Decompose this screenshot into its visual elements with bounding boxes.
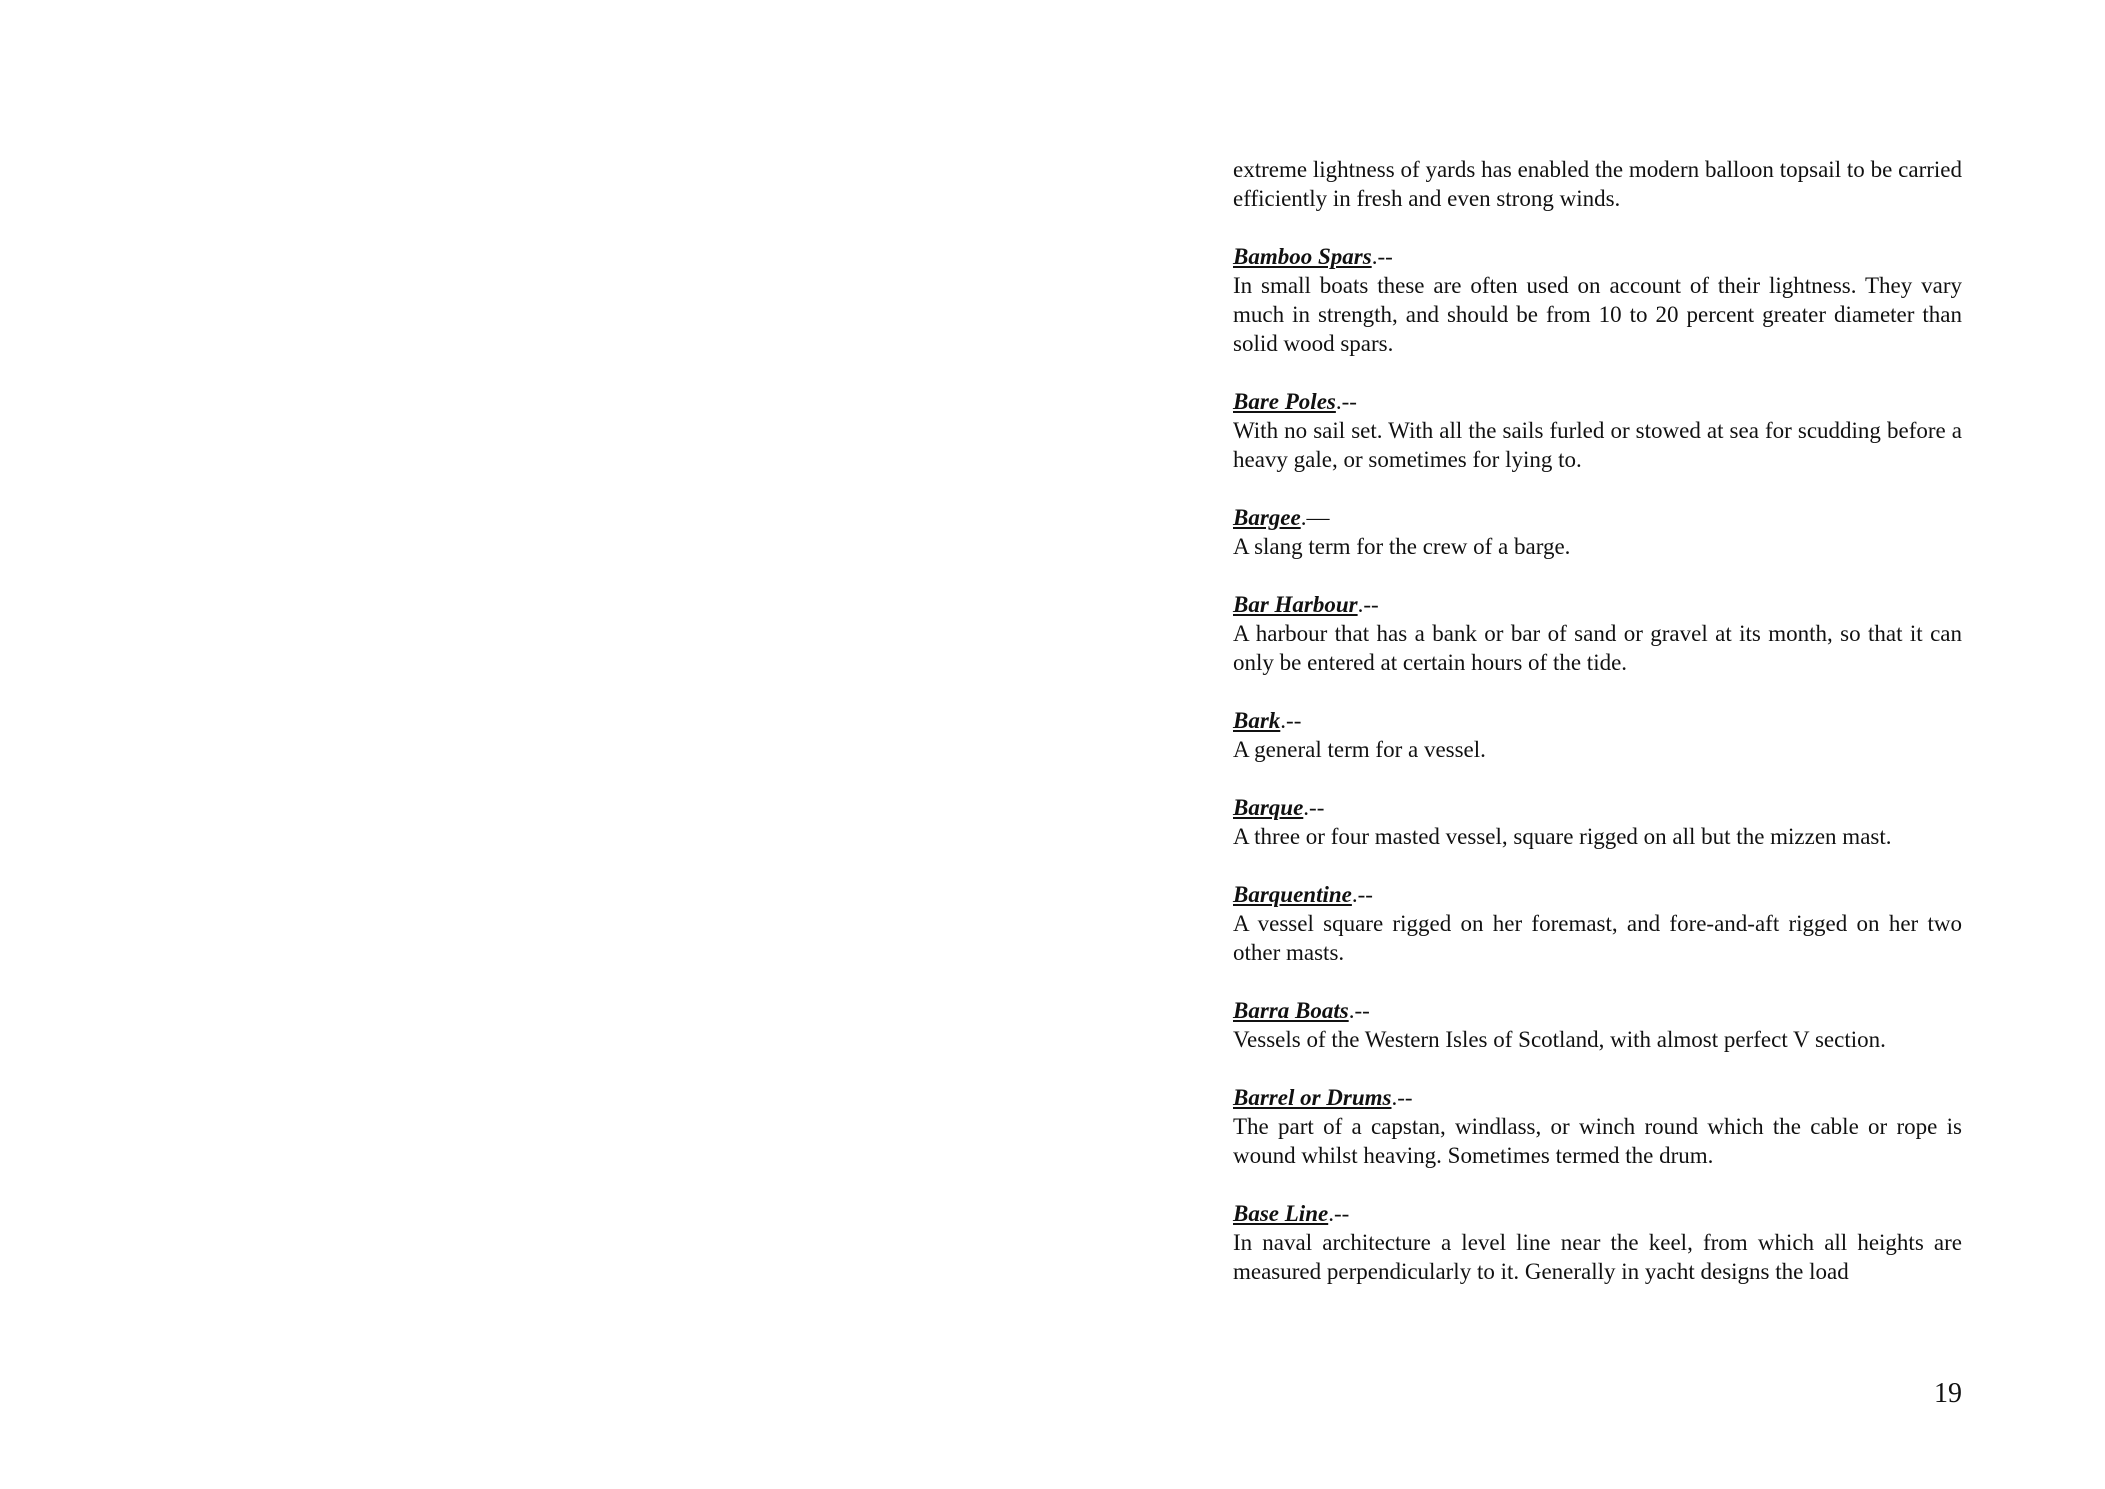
entry-term-suffix: .-- — [1391, 1085, 1413, 1110]
entry-definition: A vessel square rigged on her foremast, and fore-and-aft rigged on her two other masts. — [1233, 911, 1962, 965]
entry-term: Barrel or Drums — [1233, 1085, 1392, 1110]
entry-term: Bare Poles — [1233, 389, 1336, 414]
glossary-entry-bamboo-spars — [1233, 242, 1962, 358]
entry-term: Barque — [1233, 795, 1304, 820]
glossary-entry-bare-poles — [1233, 387, 1962, 474]
entry-term-suffix: .-- — [1303, 795, 1325, 820]
entry-definition: The part of a capstan, windlass, or winch round which the cable or rope is wound whilst heaving. Sometimes termed the drum. — [1233, 1114, 1962, 1168]
entry-definition: Vessels of the Western Isles of Scotland, with almost perfect V section. — [1233, 1027, 1886, 1052]
entry-term-suffix: .-- — [1280, 708, 1302, 733]
entry-term-suffix: .-- — [1371, 244, 1393, 269]
entry-term-suffix: .-- — [1348, 998, 1370, 1023]
entry-term: Bark — [1233, 708, 1281, 733]
entry-definition: In small boats these are often used on account of their lightness. They vary much in strength, and should be from 10 to 20 percent greater diameter than solid wood spars. — [1233, 273, 1962, 356]
glossary-entry-bark — [1233, 706, 1962, 764]
glossary-entry-bar-harbour — [1233, 590, 1962, 677]
entry-term: Bargee — [1233, 505, 1301, 530]
glossary-entry-barra-boats — [1233, 996, 1962, 1054]
glossary-column — [1233, 155, 1962, 1286]
page-number: 19 — [1934, 1378, 1962, 1409]
glossary-entry-bargee — [1233, 503, 1962, 561]
entry-term: Base Line — [1233, 1201, 1329, 1226]
entry-term: Bar Harbour — [1233, 592, 1358, 617]
entry-term: Bamboo Spars — [1233, 244, 1372, 269]
entry-definition: A general term for a vessel. — [1233, 737, 1486, 762]
glossary-entry-barquentine — [1233, 880, 1962, 967]
entry-definition: A harbour that has a bank or bar of sand or gravel at its month, so that it can only be entered at certain hours of the tide. — [1233, 621, 1962, 675]
entry-definition: With no sail set. With all the sails furled or stowed at sea for scudding before a heavy gale, or sometimes for lying to. — [1233, 418, 1962, 472]
entry-definition: A slang term for the crew of a barge. — [1233, 534, 1571, 559]
continued-paragraph: extreme lightness of yards has enabled the modern balloon topsail to be carried efficiently in fresh and even strong winds. — [1233, 157, 1962, 211]
glossary-entry-base-line — [1233, 1199, 1962, 1286]
entry-term-suffix: .-- — [1335, 389, 1357, 414]
entry-definition: A three or four masted vessel, square rigged on all but the mizzen mast. — [1233, 824, 1892, 849]
entry-term-suffix: .-- — [1351, 882, 1373, 907]
entry-term-suffix: .— — [1300, 505, 1330, 530]
glossary-entry-barrel-or-drums — [1233, 1083, 1962, 1170]
entry-term-suffix: .-- — [1328, 1201, 1350, 1226]
glossary-entry-barque — [1233, 793, 1962, 851]
entry-definition: In naval architecture a level line near the keel, from which all heights are measured perpendicularly to it. Generally in yacht designs the load — [1233, 1230, 1962, 1284]
entry-term: Barra Boats — [1233, 998, 1349, 1023]
entry-term-suffix: .-- — [1357, 592, 1379, 617]
entry-term: Barquentine — [1233, 882, 1352, 907]
